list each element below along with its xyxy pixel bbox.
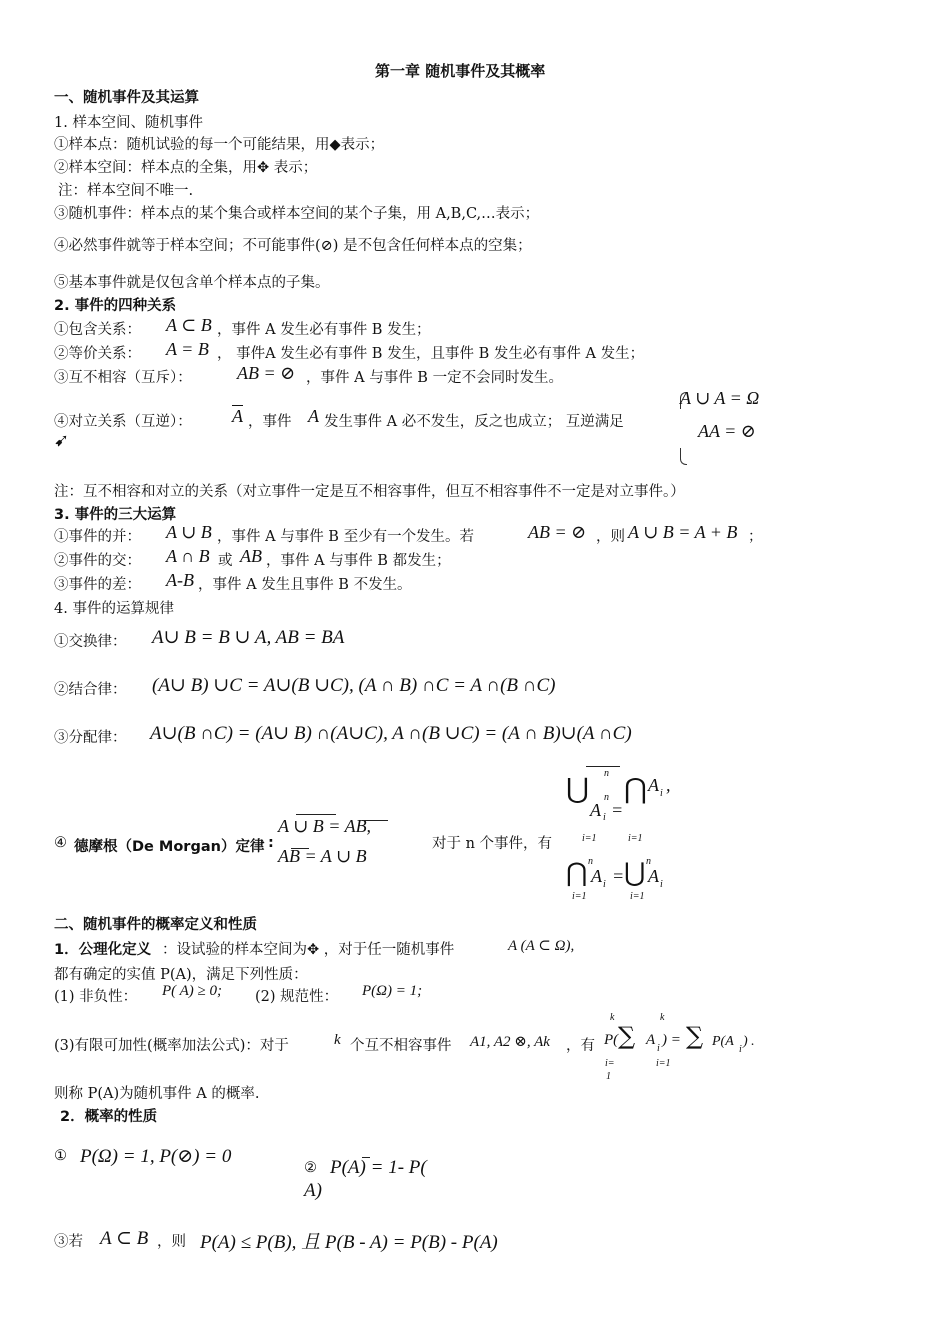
op-union-text: ，事件 A 与事件 B 至少有一个发生。若 bbox=[217, 529, 475, 545]
prop-norm-math: P(Ω) = 1; bbox=[362, 983, 423, 999]
prop-additive-text: 个互不相容事件 bbox=[350, 1038, 452, 1054]
op-intersect-text: ，事件 A 与事件 B 都发生； bbox=[266, 553, 451, 569]
brace-bottom bbox=[680, 448, 687, 465]
pp2-math: P(A) = 1- P( bbox=[330, 1157, 427, 1178]
page-title: 第一章 随机事件及其概率 bbox=[375, 62, 546, 80]
law-associative-label: ②结合律： bbox=[54, 682, 127, 698]
section-heading-2: 二、随机事件的概率定义和性质 bbox=[54, 917, 257, 933]
dm-n-bottom-b: n bbox=[646, 856, 651, 867]
note-exclusive-vs-opposite: 注：互不相容和对立的关系（对立事件一定是互不相容事件，但互不相容事件不一定是对立事件。） bbox=[54, 484, 685, 500]
sigma-icon-2: ∑ bbox=[686, 1022, 704, 1050]
sum-i-a: i= bbox=[605, 1058, 615, 1069]
relation-include-text: ，事件 A 发生必有事件 B 发生； bbox=[217, 322, 431, 338]
section-heading-1: 一、随机事件及其运算 bbox=[54, 90, 199, 106]
pp3-math: P(A) ≤ P(B), 且 P(B - A) = P(B) - P(A) bbox=[200, 1232, 498, 1253]
relation-equal-math: A = B bbox=[166, 339, 209, 359]
big-union-icon: ⋃ bbox=[566, 772, 589, 805]
op-diff-math: A-B bbox=[166, 570, 194, 590]
pp2-math-2: A) bbox=[304, 1180, 322, 1201]
pp3-cond: A ⊂ B bbox=[100, 1228, 149, 1249]
op-union-cond: AB = ⊘ bbox=[528, 522, 587, 542]
sum-pa: P(A bbox=[712, 1034, 734, 1049]
op-union-end: ； bbox=[748, 529, 763, 545]
dm-sub-i-2: i bbox=[603, 879, 606, 890]
prop-additive-events: A1, A2 ⊗, Ak bbox=[470, 1034, 550, 1050]
dm-i1-a: i=1 bbox=[582, 833, 597, 844]
sum-one-a: 1 bbox=[606, 1071, 611, 1082]
law-distributive-label: ③分配律： bbox=[54, 730, 127, 746]
dm-sub-i-rhs: i bbox=[660, 788, 663, 799]
law-demorgan-label: 德摩根（De Morgan）定律 bbox=[74, 839, 265, 855]
subsection-prob-props: 2．概率的性质 bbox=[60, 1109, 158, 1125]
text-sample-point: ①样本点：随机试验的每一个可能结果，用◆表示； bbox=[54, 137, 385, 153]
prob-def-conclusion: 则称 P(A)为随机事件 A 的概率. bbox=[54, 1086, 260, 1102]
dm-i1-b: i=1 bbox=[628, 833, 643, 844]
pp2-num: ② bbox=[304, 1160, 317, 1176]
relation-equal-label: ②等价关系： bbox=[54, 346, 141, 362]
overbar-4 bbox=[586, 766, 620, 767]
overbar-5 bbox=[362, 1157, 370, 1158]
big-intersection-icon: ⋂ bbox=[624, 772, 647, 805]
prop-additive-have: ，有 bbox=[566, 1038, 595, 1054]
law-demorgan-colon: : bbox=[268, 835, 274, 851]
relation-opposite-math: $\overline{A}$ bbox=[232, 406, 243, 426]
dm-a-lhs: A bbox=[590, 800, 601, 820]
demorgan-n-events: 对于 n 个事件，有 bbox=[432, 836, 553, 852]
prop-additive-k: k bbox=[334, 1032, 341, 1048]
dm-n-bottom-a: n bbox=[588, 856, 593, 867]
subsection-4: 4. 事件的运算规律 bbox=[54, 601, 174, 617]
text-certain-event: ④必然事件就等于样本空间；不可能事件(⊘) 是不包含任何样本点的空集； bbox=[54, 238, 532, 254]
law-distributive-math: A∪(B ∩C) = (A∪ B) ∩(A∪C), A ∩(B ∪C) = (A ∩ B)∪(A ∩C) bbox=[150, 723, 632, 744]
op-intersect-math: A ∩ B bbox=[166, 546, 210, 566]
dm-i1-d: i=1 bbox=[630, 891, 645, 902]
relation-exclusive-text: ，事件 A 与事件 B 一定不会同时发生。 bbox=[306, 370, 564, 386]
sum-a-sub: i bbox=[657, 1043, 660, 1054]
pp1-math: P(Ω) = 1, P(⊘) = 0 bbox=[80, 1146, 232, 1167]
dm-a-2: A bbox=[591, 866, 602, 886]
op-intersect-math-2: AB bbox=[240, 546, 262, 566]
demorgan-eq-1: A ∪ B = AB, bbox=[278, 816, 372, 836]
sum-pa-sub: i bbox=[739, 1044, 742, 1055]
subsection-2: 2. 事件的四种关系 bbox=[54, 298, 177, 314]
sum-p-open: P( bbox=[604, 1032, 619, 1048]
subsection-3: 3. 事件的三大运算 bbox=[54, 507, 177, 523]
op-union-math: A ∪ B bbox=[166, 522, 212, 542]
law-commutative-math: A∪ B = B ∪ A, AB = BA bbox=[152, 627, 345, 648]
sum-a: A bbox=[646, 1032, 656, 1048]
op-diff-text: ，事件 A 发生且事件 B 不发生。 bbox=[198, 577, 412, 593]
relation-opposite-text-b: 发生事件 A 必不发生，反之也成立； 互逆满足 bbox=[324, 414, 624, 430]
overbar-1 bbox=[296, 814, 336, 815]
dm-n-mid: n bbox=[604, 792, 609, 803]
axiom-def-label: 1．公理化定义 bbox=[54, 942, 152, 958]
dm-eq-1: = bbox=[611, 800, 624, 820]
law-demorgan-num: ④ bbox=[54, 835, 67, 851]
relation-include-label: ①包含关系： bbox=[54, 322, 141, 338]
text-note-sample-space: 注：样本空间不唯一. bbox=[58, 183, 194, 199]
big-intersection-icon-2: ⋂ bbox=[566, 858, 588, 888]
sigma-icon: ∑ bbox=[618, 1022, 636, 1050]
text-sample-space: ②样本空间：样本点的全集，用✥ 表示； bbox=[54, 160, 318, 176]
overbar-3 bbox=[291, 848, 309, 849]
arrow-icon: ➹ bbox=[54, 430, 70, 451]
sum-end: ) . bbox=[743, 1034, 755, 1049]
subsection-1: 1. 样本空间、随机事件 bbox=[54, 115, 203, 131]
sum-close: ) = bbox=[662, 1032, 681, 1048]
op-intersect-or: 或 bbox=[218, 553, 233, 569]
op-diff-label: ③事件的差： bbox=[54, 577, 141, 593]
prop-norm-label: (2) 规范性： bbox=[255, 989, 339, 1005]
op-union-then: ，则 bbox=[596, 529, 625, 545]
big-union-icon-2: ⋃ bbox=[624, 858, 646, 888]
pp3-then: ，则 bbox=[157, 1234, 186, 1250]
prop-nonneg-label: (1) 非负性： bbox=[54, 989, 138, 1005]
relation-opposite-label: ④对立关系（互逆）： bbox=[54, 414, 192, 430]
text-random-event: ③随机事件：样本点的某个集合或样本空间的某个子集，用 A,B,C,…表示； bbox=[54, 206, 540, 222]
axiom-def-math: A (A ⊂ Ω), bbox=[508, 938, 575, 954]
relation-exclusive-label: ③互不相容（互斥）： bbox=[54, 370, 192, 386]
law-commutative-label: ①交换律： bbox=[54, 634, 127, 650]
demorgan-eq-2: AB = A ∪ B bbox=[278, 846, 367, 866]
dm-eq-2: = bbox=[612, 866, 625, 886]
sum-k-top-a: k bbox=[610, 1012, 615, 1023]
dm-a-rhs: A bbox=[648, 775, 659, 795]
op-union-result: A ∪ B = A + B bbox=[628, 522, 738, 542]
law-associative-math: (A∪ B) ∪C = A∪(B ∪C), (A ∩ B) ∩C = A ∩(B ∩C) bbox=[152, 675, 556, 696]
dm-sub-i-3: i bbox=[660, 879, 663, 890]
dm-i1-c: i=1 bbox=[572, 891, 587, 902]
text-basic-event: ⑤基本事件就是仅包含单个样本点的子集。 bbox=[54, 275, 330, 291]
relation-include-math: A ⊂ B bbox=[166, 315, 212, 335]
prop-nonneg-math: P( A) ≥ 0; bbox=[162, 983, 223, 999]
relation-equal-text: ， 事件A 发生必有事件 B 发生，且事件 B 发生必有事件 A 发生； bbox=[217, 346, 645, 362]
dm-a-3: A bbox=[648, 866, 659, 886]
prop-additive-label: (3)有限可加性(概率加法公式)：对于 bbox=[54, 1038, 289, 1054]
pp1-num: ① bbox=[54, 1148, 67, 1164]
op-union-label: ①事件的并： bbox=[54, 529, 141, 545]
complement-intersect-eq: AA = ⊘ bbox=[698, 421, 756, 441]
sum-i-b: i=1 bbox=[656, 1058, 671, 1069]
sum-k-top-b: k bbox=[660, 1012, 665, 1023]
dm-sub-i-lhs: i bbox=[603, 812, 606, 823]
overbar-2 bbox=[362, 820, 388, 821]
complement-union-eq: A ∪ A = Ω bbox=[680, 388, 760, 408]
dm-n-top: n bbox=[604, 768, 609, 779]
pp3-label: ③若 bbox=[54, 1234, 83, 1250]
axiom-def-cont: 都有确定的实值 P(A)，满足下列性质： bbox=[54, 967, 308, 983]
relation-opposite-math-2: A bbox=[308, 406, 319, 426]
relation-opposite-text-a: ，事件 bbox=[248, 414, 292, 430]
dm-comma: , bbox=[666, 775, 671, 795]
op-intersect-label: ②事件的交： bbox=[54, 553, 141, 569]
relation-exclusive-math: AB = ⊘ bbox=[237, 363, 296, 383]
axiom-def-text: ：设试验的样本空间为✥ ，对于任一随机事件 bbox=[162, 942, 455, 958]
